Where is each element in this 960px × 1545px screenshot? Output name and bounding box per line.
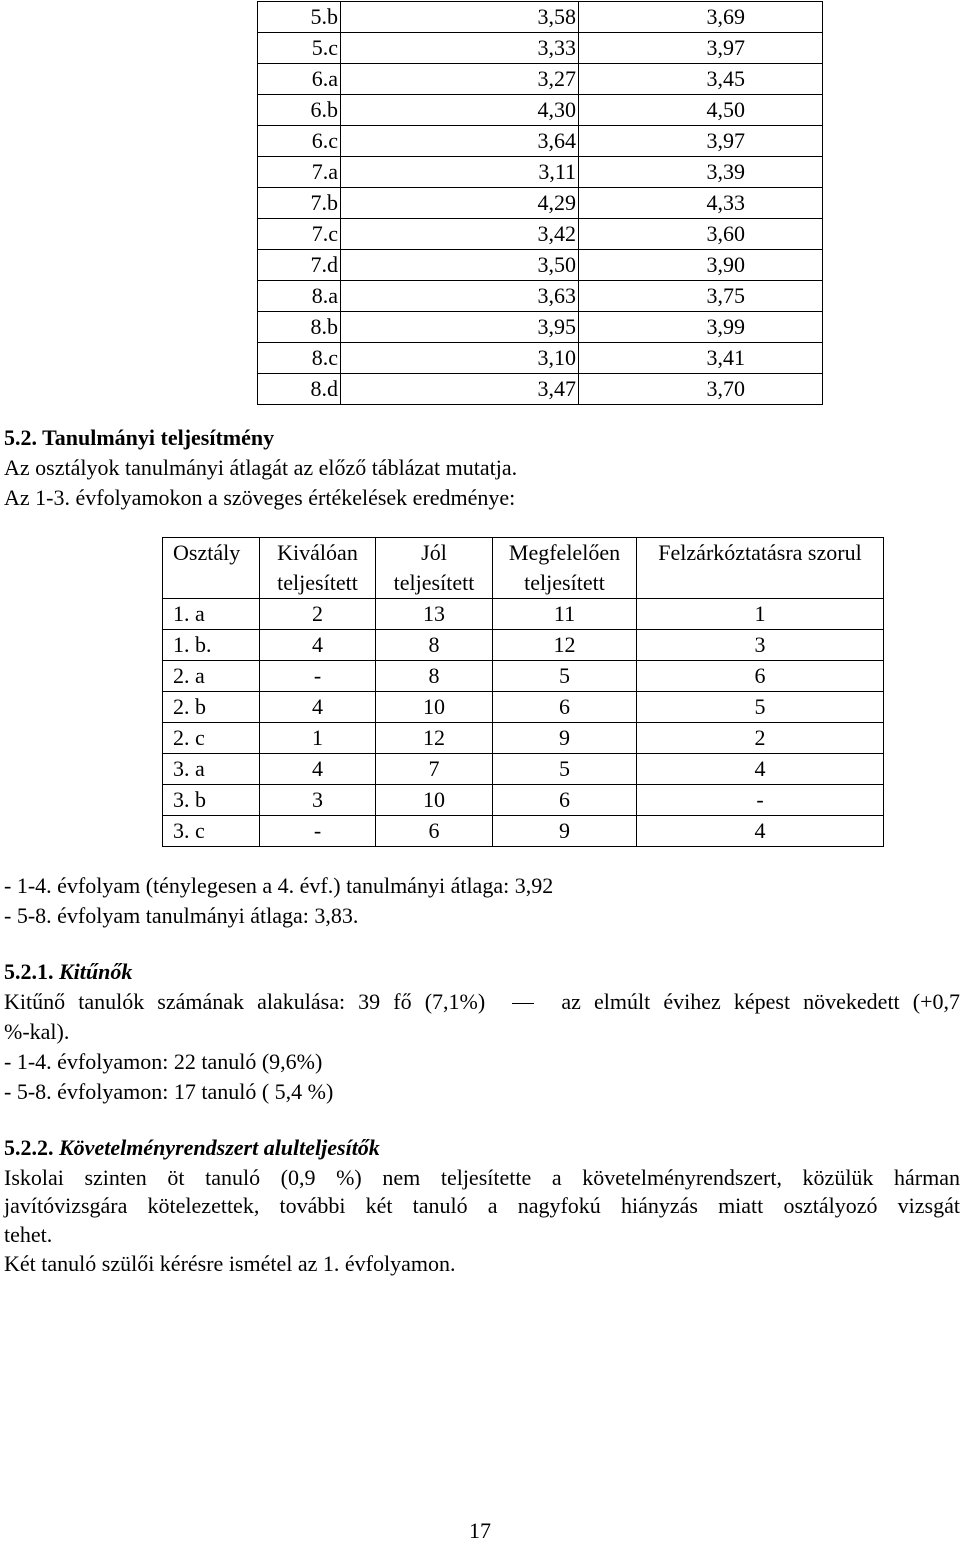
table-cell: 2 (637, 723, 884, 754)
table-cell: 6.b (258, 95, 341, 126)
table-row (163, 816, 884, 847)
table-header-row (163, 538, 884, 599)
table-cell: 4,50 (579, 95, 823, 126)
table-cell: 7.c (258, 219, 341, 250)
table-cell: 1. a (163, 599, 260, 630)
table-cell: 7.b (258, 188, 341, 219)
table-cell: 1 (637, 599, 884, 630)
table-cell: 13 (376, 599, 493, 630)
table-cell: 6.a (258, 64, 341, 95)
header-cell: Felzárkóztatásra szorul (637, 538, 884, 599)
table-row (258, 126, 823, 157)
table-row (163, 599, 884, 630)
table-row (258, 312, 823, 343)
table-cell: 3,50 (341, 250, 579, 281)
table-cell: 4,29 (341, 188, 579, 219)
table-cell: 3. c (163, 816, 260, 847)
table-cell: 12 (376, 723, 493, 754)
section-heading-5-2: 5.2. Tanulmányi teljesítmény (4, 425, 275, 450)
table-cell: 7.a (258, 157, 341, 188)
table-cell: 5 (637, 692, 884, 723)
table-cell: 9 (493, 816, 637, 847)
table-cell: 4 (260, 630, 376, 661)
table-cell: 3,10 (341, 343, 579, 374)
table-cell: - (637, 785, 884, 816)
section-heading-5-2-2: 5.2.2. Követelményrendszert alulteljesítők (4, 1135, 380, 1160)
table-cell: 3,45 (579, 64, 823, 95)
table-row (163, 630, 884, 661)
table-cell: 11 (493, 599, 637, 630)
table-cell: 3,58 (341, 2, 579, 33)
table-cell: 5 (493, 661, 637, 692)
table-cell: 3 (260, 785, 376, 816)
table-cell: 3,42 (341, 219, 579, 250)
table-row (258, 219, 823, 250)
table-cell: 7 (376, 754, 493, 785)
table-row (258, 64, 823, 95)
table-cell: 4 (260, 754, 376, 785)
table-cell: 9 (493, 723, 637, 754)
table-cell: 1. b. (163, 630, 260, 661)
paragraph-line: Az osztályok tanulmányi átlagát az előző táblázat mutatja. (4, 455, 518, 480)
table-cell: 10 (376, 785, 493, 816)
table-cell: 12 (493, 630, 637, 661)
table-cell: 10 (376, 692, 493, 723)
table-row (258, 374, 823, 405)
table-row (258, 95, 823, 126)
table-cell: 4 (260, 692, 376, 723)
table-cell: 3,75 (579, 281, 823, 312)
paragraph-line: %-kal). (4, 1019, 70, 1044)
paragraph-line: - 1-4. évfolyamon: 22 tanuló (9,6%) (4, 1049, 323, 1074)
paragraph-line: Kitűnő tanulók számának alakulása: 39 fő (7,1%) az elmúlt évihez képest növekedett (+0,7 (4, 989, 960, 1014)
table-cell: 3. a (163, 754, 260, 785)
table-cell: 3,11 (341, 157, 579, 188)
table-cell: 8.a (258, 281, 341, 312)
class-averages-table (257, 1, 823, 405)
table-cell: 6 (493, 692, 637, 723)
paragraph-line: - 5-8. évfolyamon: 17 tanuló ( 5,4 %) (4, 1079, 334, 1104)
table-row (163, 661, 884, 692)
table-row (163, 785, 884, 816)
table-cell: 3,33 (341, 33, 579, 64)
table-cell: 3,90 (579, 250, 823, 281)
table-cell: 7.d (258, 250, 341, 281)
table-cell: 8 (376, 661, 493, 692)
table-cell: 3. b (163, 785, 260, 816)
table-row (258, 157, 823, 188)
average-line: - 5-8. évfolyam tanulmányi átlaga: 3,83. (4, 903, 359, 928)
table-cell: 4 (637, 754, 884, 785)
table-cell: 6 (493, 785, 637, 816)
table-cell: 2 (260, 599, 376, 630)
table-cell: 3 (637, 630, 884, 661)
table-cell: 3,27 (341, 64, 579, 95)
table-cell: 3,70 (579, 374, 823, 405)
table-cell: 3,99 (579, 312, 823, 343)
paragraph-line: tehet. (4, 1222, 53, 1247)
table-cell: 8 (376, 630, 493, 661)
table-row (258, 281, 823, 312)
table-cell: 8.b (258, 312, 341, 343)
table-cell: 8.d (258, 374, 341, 405)
table-row (258, 33, 823, 64)
header-cell: Megfelelően teljesített (493, 538, 637, 599)
table-cell: 5 (493, 754, 637, 785)
table-row (163, 754, 884, 785)
table-cell: 3,64 (341, 126, 579, 157)
table-row (258, 343, 823, 374)
section-heading-5-2-1: 5.2.1. Kitűnők (4, 959, 133, 984)
table-cell: 3,41 (579, 343, 823, 374)
header-cell: Osztály (163, 538, 260, 599)
paragraph-line: javítóvizsgára kötelezettek, további két tanuló a nagyfokú hiányzás miatt osztályozó vizsgát (4, 1193, 960, 1218)
average-line: - 1-4. évfolyam (ténylegesen a 4. évf.) tanulmányi átlaga: 3,92 (4, 873, 554, 898)
table-cell: 3,97 (579, 126, 823, 157)
table-cell: 2. c (163, 723, 260, 754)
table-cell: 6 (376, 816, 493, 847)
paragraph-line: Az 1-3. évfolyamokon a szöveges értékelések eredménye: (4, 485, 516, 510)
table-cell: 2. a (163, 661, 260, 692)
table-cell: 5.c (258, 33, 341, 64)
table-cell: 3,39 (579, 157, 823, 188)
table-cell: 3,60 (579, 219, 823, 250)
table-cell: 3,63 (341, 281, 579, 312)
table-cell: 2. b (163, 692, 260, 723)
page-number: 17 (469, 1518, 491, 1543)
header-cell: Kiválóan teljesített (260, 538, 376, 599)
table-row (258, 188, 823, 219)
table-cell: 6.c (258, 126, 341, 157)
table-cell: 3,69 (579, 2, 823, 33)
table-row (163, 723, 884, 754)
table-cell: - (260, 816, 376, 847)
table-cell: 6 (637, 661, 884, 692)
table-cell: 3,47 (341, 374, 579, 405)
table-row (258, 250, 823, 281)
table-cell: 4,33 (579, 188, 823, 219)
table-cell: - (260, 661, 376, 692)
table-cell: 8.c (258, 343, 341, 374)
table-cell: 1 (260, 723, 376, 754)
paragraph-line: Iskolai szinten öt tanuló (0,9 %) nem teljesítette a követelményrendszert, közülük hárman (4, 1165, 960, 1190)
table-cell: 4,30 (341, 95, 579, 126)
table-cell: 3,95 (341, 312, 579, 343)
table-row (163, 692, 884, 723)
em-dash (512, 1003, 534, 1004)
table-cell: 4 (637, 816, 884, 847)
header-cell: Jól teljesített (376, 538, 493, 599)
paragraph-line: Két tanuló szülői kérésre ismétel az 1. évfolyamon. (4, 1251, 456, 1276)
table-cell: 5.b (258, 2, 341, 33)
table-row (258, 2, 823, 33)
text-evaluation-table (162, 537, 884, 847)
table-cell: 3,97 (579, 33, 823, 64)
